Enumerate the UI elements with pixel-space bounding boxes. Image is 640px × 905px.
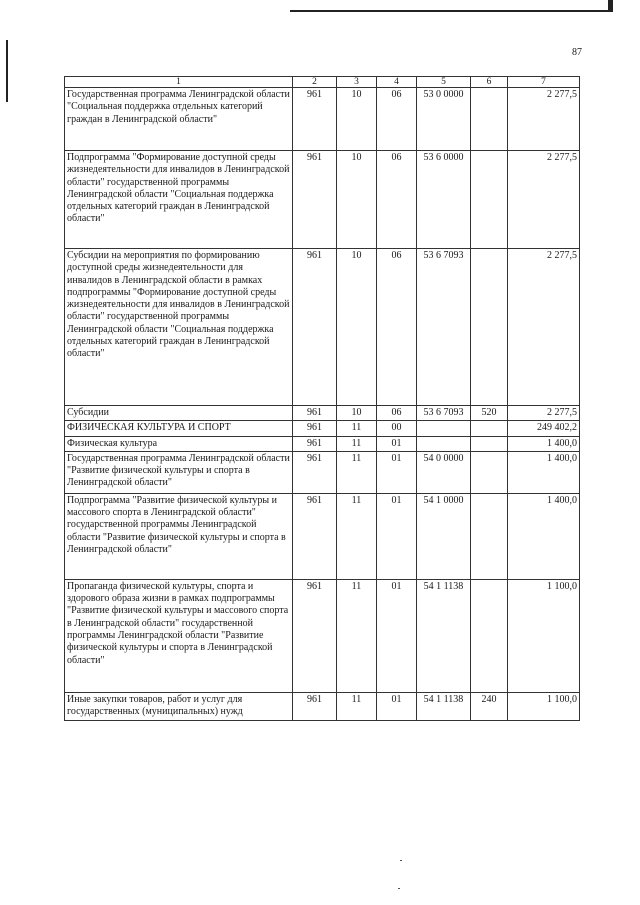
row-admin-code: 961: [293, 451, 337, 493]
row-expense-type: [471, 421, 508, 436]
row-section: 10: [337, 406, 377, 421]
header-col-6: 6: [471, 77, 508, 88]
table-row: [65, 406, 580, 421]
row-name: Субсидии: [65, 406, 293, 421]
table-row: [65, 88, 580, 151]
row-admin-code: 961: [293, 579, 337, 692]
row-admin-code: 961: [293, 692, 337, 720]
row-subsection: 06: [377, 249, 417, 406]
header-col-2: 2: [293, 77, 337, 88]
row-section: 11: [337, 451, 377, 493]
header-col-5: 5: [417, 77, 471, 88]
row-amount: 1 400,0: [508, 493, 580, 579]
row-expense-type: 240: [471, 692, 508, 720]
row-expense-type: [471, 579, 508, 692]
row-admin-code: 961: [293, 88, 337, 151]
table-row: [65, 451, 580, 493]
header-col-7: 7: [508, 77, 580, 88]
row-admin-code: 961: [293, 436, 337, 451]
row-subsection: 01: [377, 493, 417, 579]
row-name: Подпрограмма "Развитие физической культуры и массового спорта в Ленинградской области" государственной программы Ленинградской области "Развитие физической культуры и спорта в Ленинградской области": [65, 493, 293, 579]
row-name: Пропаганда физической культуры, спорта и здорового образа жизни в рамках подпрограммы "Развитие физической культуры и массового спорта в Ленинградской области" государственной программы Ленинградской области "Развитие физической культуры и спорта в Ленинградской области": [65, 579, 293, 692]
row-target-article: 54 1 1138: [417, 579, 471, 692]
header-col-1: 1: [65, 77, 293, 88]
row-subsection: 01: [377, 436, 417, 451]
row-subsection: 06: [377, 151, 417, 249]
header-row: [65, 77, 580, 88]
row-section: 10: [337, 151, 377, 249]
row-name: Подпрограмма "Формирование доступной среды жизнедеятельности для инвалидов в Ленинградской области" государственной программы Ленинградской области "Социальная поддержка отдельных категорий граждан в Ленинградской области": [65, 151, 293, 249]
row-section: 10: [337, 249, 377, 406]
row-section: 11: [337, 493, 377, 579]
row-amount: 2 277,5: [508, 151, 580, 249]
row-expense-type: [471, 249, 508, 406]
table-row: [65, 421, 580, 436]
row-amount: 2 277,5: [508, 406, 580, 421]
row-subsection: 01: [377, 579, 417, 692]
row-target-article: 53 6 0000: [417, 151, 471, 249]
table-row: [65, 436, 580, 451]
row-expense-type: [471, 151, 508, 249]
table-row: [65, 579, 580, 692]
row-admin-code: 961: [293, 406, 337, 421]
row-subsection: 00: [377, 421, 417, 436]
row-name: ФИЗИЧЕСКАЯ КУЛЬТУРА И СПОРТ: [65, 421, 293, 436]
row-target-article: 53 0 0000: [417, 88, 471, 151]
row-section: 11: [337, 579, 377, 692]
row-target-article: [417, 421, 471, 436]
row-amount: 249 402,2: [508, 421, 580, 436]
row-amount: 1 400,0: [508, 436, 580, 451]
row-subsection: 06: [377, 88, 417, 151]
row-admin-code: 961: [293, 493, 337, 579]
row-target-article: 54 1 0000: [417, 493, 471, 579]
row-expense-type: [471, 88, 508, 151]
row-amount: 1 100,0: [508, 692, 580, 720]
row-expense-type: [471, 451, 508, 493]
row-subsection: 06: [377, 406, 417, 421]
table-row: [65, 151, 580, 249]
row-admin-code: 961: [293, 421, 337, 436]
row-expense-type: [471, 493, 508, 579]
budget-table: [64, 76, 580, 721]
scan-speck: [400, 860, 402, 861]
scan-speck: [398, 888, 400, 889]
row-section: 11: [337, 421, 377, 436]
row-name: Иные закупки товаров, работ и услуг для государственных (муниципальных) нужд: [65, 692, 293, 720]
row-section: 11: [337, 692, 377, 720]
row-expense-type: [471, 436, 508, 451]
row-expense-type: 520: [471, 406, 508, 421]
row-name: Государственная программа Ленинградской области "Социальная поддержка отдельных категорий граждан в Ленинградской области": [65, 88, 293, 151]
header-col-4: 4: [377, 77, 417, 88]
row-section: 11: [337, 436, 377, 451]
row-target-article: 53 6 7093: [417, 249, 471, 406]
row-amount: 1 100,0: [508, 579, 580, 692]
row-subsection: 01: [377, 451, 417, 493]
row-target-article: 54 1 1138: [417, 692, 471, 720]
row-amount: 2 277,5: [508, 88, 580, 151]
row-amount: 2 277,5: [508, 249, 580, 406]
header-col-3: 3: [337, 77, 377, 88]
row-admin-code: 961: [293, 249, 337, 406]
page-number: 87: [572, 47, 582, 58]
table-row: [65, 249, 580, 406]
row-target-article: 54 0 0000: [417, 451, 471, 493]
row-subsection: 01: [377, 692, 417, 720]
row-amount: 1 400,0: [508, 451, 580, 493]
row-name: Государственная программа Ленинградской области "Развитие физической культуры и спорта в Ленинградской области": [65, 451, 293, 493]
scan-line-top: [290, 10, 608, 12]
scan-mark-right: [608, 0, 613, 12]
row-section: 10: [337, 88, 377, 151]
table-row: [65, 493, 580, 579]
row-name: Субсидии на мероприятия по формированию доступной среды жизнедеятельности для инвалидов в Ленинградской области в рамках подпрограммы "Формирование доступной среды жизнедеятельности для инвалидов в Ленинградской области" государственной программы Ленинградской области "Социальная поддержка отдельных категорий граждан в Ленинградской области": [65, 249, 293, 406]
row-admin-code: 961: [293, 151, 337, 249]
row-target-article: 53 6 7093: [417, 406, 471, 421]
scan-mark-left: [6, 40, 8, 102]
row-name: Физическая культура: [65, 436, 293, 451]
table-row: [65, 692, 580, 720]
row-target-article: [417, 436, 471, 451]
